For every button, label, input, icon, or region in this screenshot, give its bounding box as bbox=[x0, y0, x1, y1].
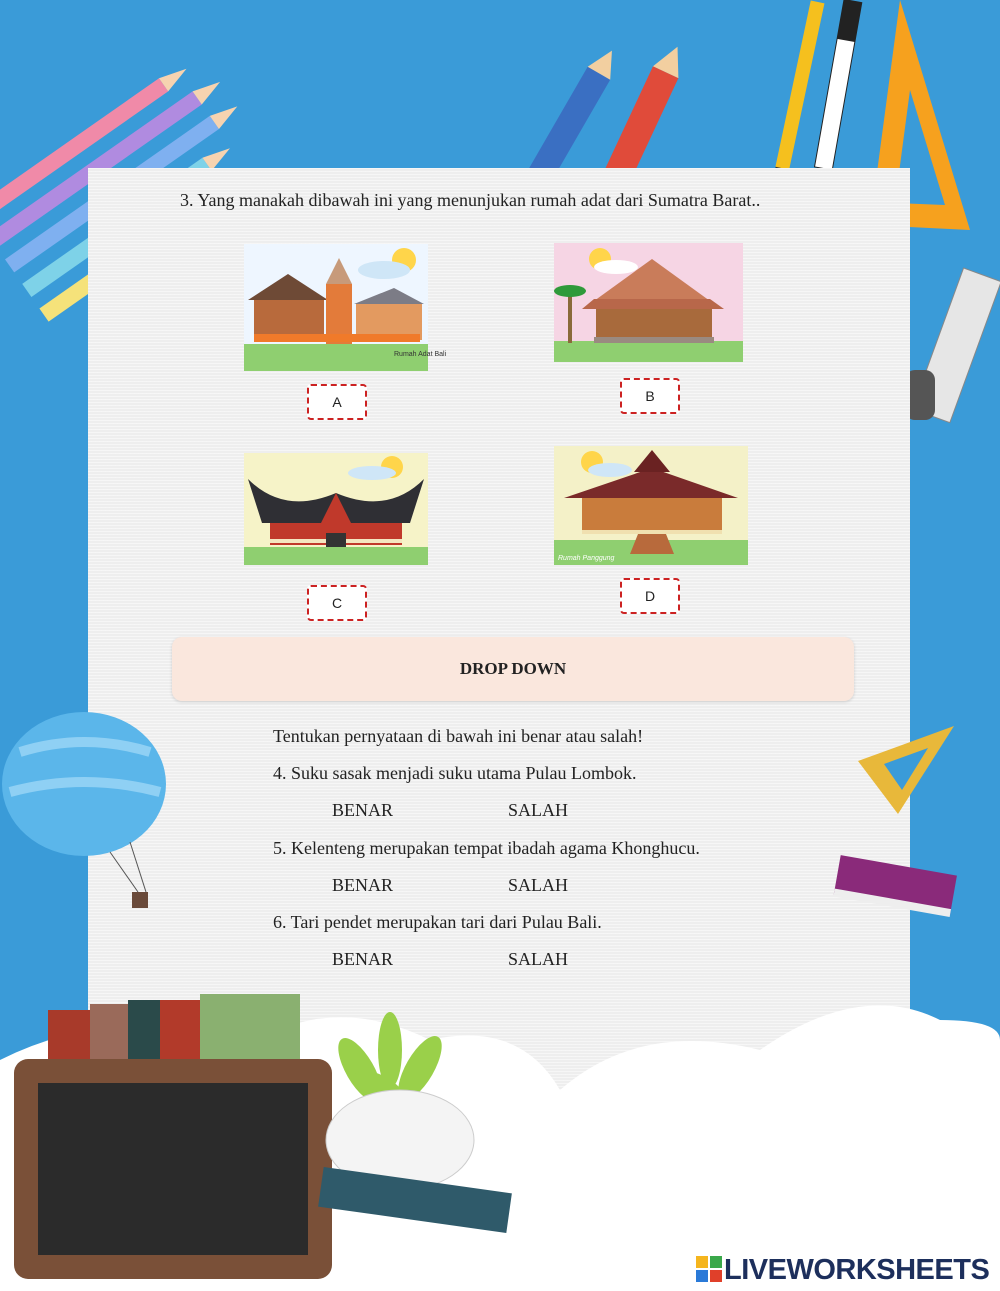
question-6-salah-option[interactable]: SALAH bbox=[508, 949, 569, 969]
question-3-text: 3. Yang manakah dibawah ini yang menunjukan rumah adat dari Sumatra Barat.. bbox=[180, 190, 761, 210]
chalkboard-icon bbox=[10, 1055, 340, 1291]
answer-box-a[interactable]: A bbox=[307, 384, 367, 420]
question-5-text: 5. Kelenteng merupakan tempat ibadah agama Khonghucu. bbox=[273, 838, 700, 858]
liveworksheets-logo bbox=[696, 1252, 989, 1288]
answer-box-c[interactable]: C bbox=[307, 585, 367, 621]
drop-down-banner: DROP DOWN bbox=[172, 637, 854, 701]
house-a-caption: Rumah Adat Bali bbox=[394, 351, 447, 358]
question-5-salah-option[interactable]: SALAH bbox=[508, 875, 569, 895]
question-5-benar-option[interactable]: BENAR bbox=[332, 875, 394, 895]
answer-box-b[interactable]: B bbox=[620, 378, 680, 414]
question-6-text: 6. Tari pendet merupakan tari dari Pulau Bali. bbox=[273, 912, 602, 932]
logo-text: LIVEWORKSHEETS bbox=[724, 1254, 990, 1286]
house-image-c bbox=[244, 453, 428, 565]
truefalse-instruction: Tentukan pernyataan di bawah ini benar atau salah! bbox=[273, 726, 644, 746]
house-d-caption: Rumah Panggung bbox=[558, 555, 615, 562]
house-image-b bbox=[554, 243, 743, 362]
ruler-icon bbox=[905, 270, 1000, 430]
answer-box-d[interactable]: D bbox=[620, 578, 680, 614]
question-6-benar-option[interactable]: BENAR bbox=[332, 949, 394, 969]
question-4-text: 4. Suku sasak menjadi suku utama Pulau Lombok. bbox=[273, 763, 637, 783]
question-4-salah-option[interactable]: SALAH bbox=[508, 800, 569, 820]
question-4-benar-option[interactable]: BENAR bbox=[332, 800, 394, 820]
book-icon bbox=[830, 855, 960, 920]
hot-air-balloon-icon bbox=[0, 712, 175, 912]
liveworksheets-mark-icon bbox=[696, 1256, 722, 1282]
plant-icon bbox=[320, 1010, 520, 1250]
house-image-d bbox=[554, 446, 748, 565]
pencils-top-icon bbox=[540, 60, 730, 180]
small-triangle-ruler-icon bbox=[858, 726, 958, 816]
house-image-a bbox=[244, 244, 447, 371]
